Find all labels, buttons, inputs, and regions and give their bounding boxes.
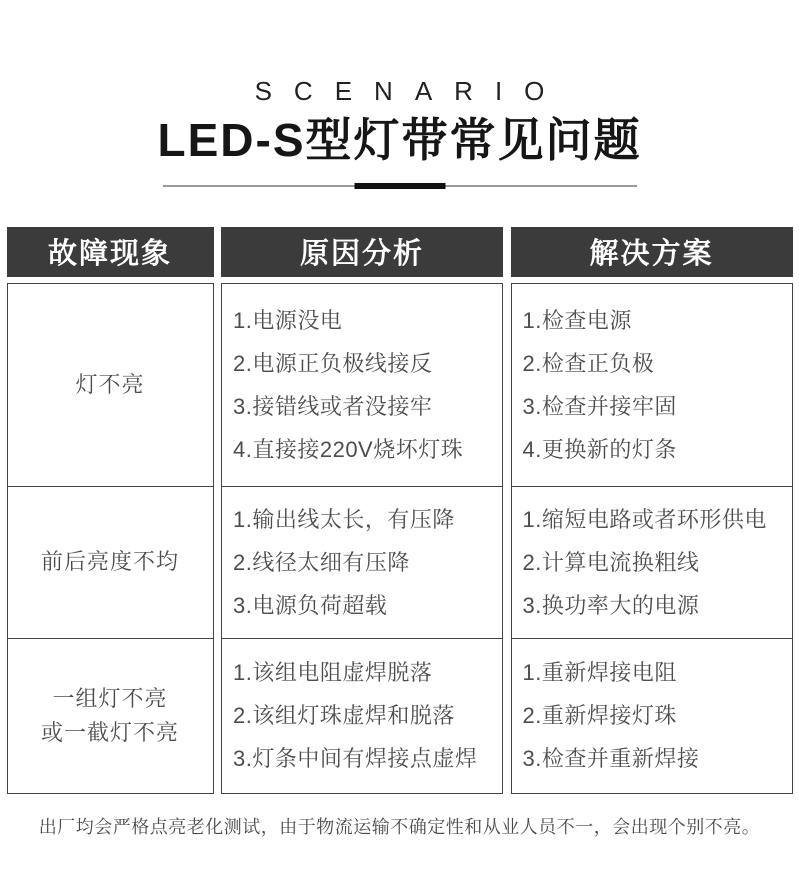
- text-line: 1.电源没电: [233, 307, 343, 333]
- text-line: 1.重新焊接电阻: [522, 660, 677, 686]
- text-line: 3.灯条中间有焊接点虚焊: [233, 746, 478, 772]
- table-body: [7, 283, 793, 794]
- text-line: 3.换功率大的电源: [522, 592, 700, 618]
- text-line: 1.缩短电路或者环形供电: [522, 506, 767, 532]
- table-header-row: [7, 227, 793, 277]
- text-line: 2.线径太细有压降: [233, 549, 410, 575]
- text-line: 或一截灯不亮: [40, 719, 179, 745]
- causes-column: [221, 283, 503, 794]
- text-line: 1.该组电阻虚焊脱落: [233, 660, 433, 686]
- phenomenon-cell: [8, 284, 213, 487]
- cause-cell: [222, 487, 502, 639]
- cause-cell: [222, 639, 502, 793]
- solution-cell: [512, 284, 792, 487]
- solution-cell: [512, 487, 792, 639]
- fault-table: [7, 227, 793, 794]
- column-header-causes: 原因分析: [221, 227, 503, 277]
- eyebrow-text: SCENARIO: [254, 76, 567, 106]
- text-line: 3.电源负荷超载: [233, 592, 388, 618]
- text-line: 4.更换新的灯条: [522, 436, 677, 462]
- text-line: 1.输出线太长，有压降: [233, 506, 455, 532]
- text-line: 2.重新焊接灯珠: [522, 703, 677, 729]
- column-header-phenomenon: 故障现象: [7, 227, 214, 277]
- phenomenon-cell: [8, 487, 213, 639]
- text-line: 3.检查并接牢固: [522, 393, 677, 419]
- phenomenon-column: [7, 283, 214, 794]
- title-divider: [163, 183, 637, 189]
- hero-section: [0, 0, 799, 189]
- cause-cell: [222, 284, 502, 487]
- text-line: 4.直接接220V烧坏灯珠: [233, 436, 464, 462]
- divider-accent-bar: [354, 183, 445, 189]
- footer-note: 出厂均会严格点亮老化测试，由于物流运输不确定性和从业人员不一，会出现个别不亮。: [38, 816, 761, 837]
- text-line: 1.检查电源: [522, 307, 632, 333]
- text-line: 2.该组灯珠虚焊和脱落: [233, 703, 455, 729]
- text-line: 2.检查正负极: [522, 350, 655, 376]
- text-line: 一组灯不亮: [52, 685, 168, 711]
- text-line: 2.电源正负极线接反: [233, 350, 433, 376]
- phenomenon-cell: [8, 639, 213, 793]
- text-line: 3.检查并重新焊接: [522, 746, 700, 772]
- text-line: 3.接错线或者没接牢: [233, 393, 433, 419]
- text-line: 灯不亮: [75, 371, 145, 397]
- column-header-solutions: 解决方案: [511, 227, 793, 277]
- solution-cell: [512, 639, 792, 793]
- solutions-column: [511, 283, 793, 794]
- text-line: 2.计算电流换粗线: [522, 549, 700, 575]
- page-title: LED-S型灯带常见问题: [157, 114, 642, 166]
- text-line: 前后亮度不均: [40, 549, 179, 575]
